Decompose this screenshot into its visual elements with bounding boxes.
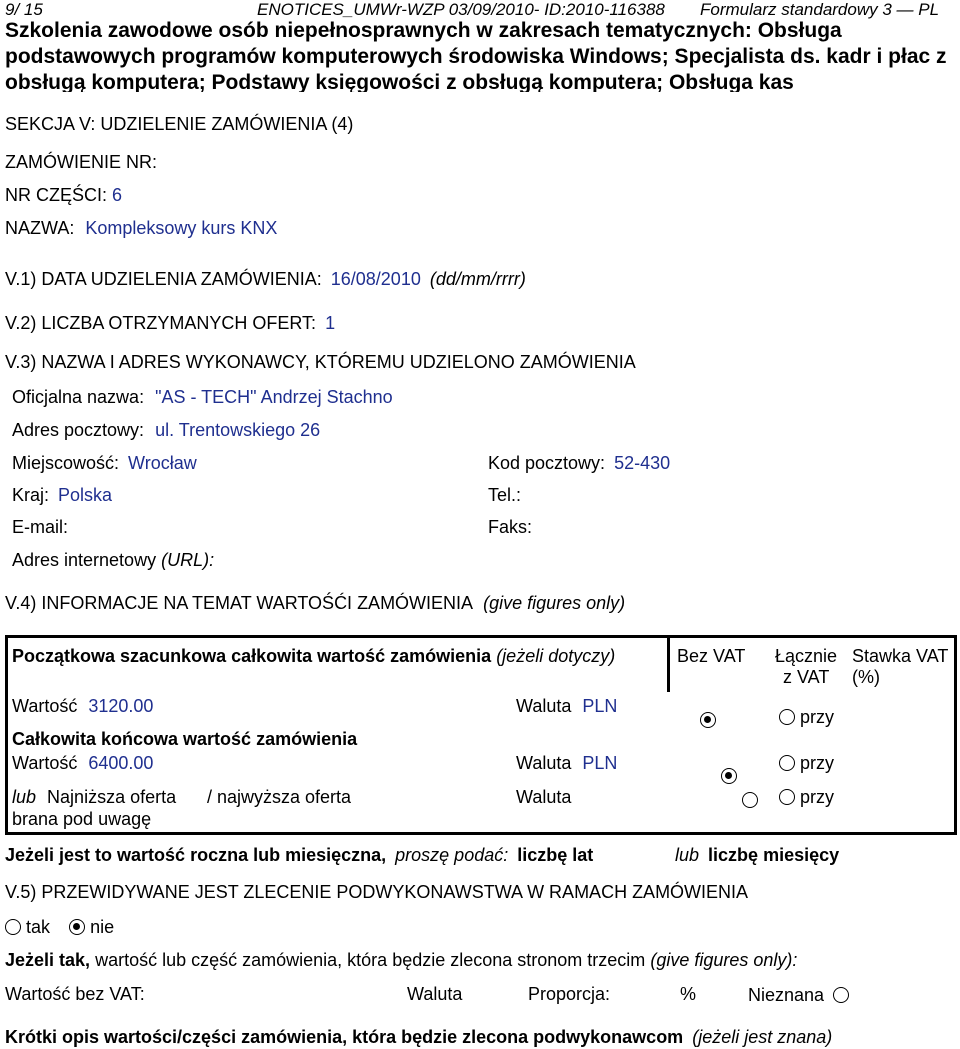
offers-count-row bbox=[5, 313, 335, 334]
subcontract-choice bbox=[5, 917, 114, 938]
if-yes-note: (give figures only): bbox=[650, 950, 798, 970]
final-currency: PLN bbox=[582, 753, 618, 773]
unknown-row bbox=[748, 985, 849, 1006]
official-name-row bbox=[12, 387, 393, 408]
range-currency-label: Waluta bbox=[516, 787, 572, 807]
zip-code: 52-430 bbox=[614, 453, 671, 473]
part-number: 6 bbox=[112, 185, 123, 205]
range-lacznie-radio[interactable] bbox=[779, 789, 795, 805]
official-name-label: Oficjalna nazwa: bbox=[12, 387, 145, 407]
country-label: Kraj: bbox=[12, 485, 50, 505]
date-format: (dd/mm/rrrr) bbox=[429, 269, 526, 289]
short-desc-label: Krótki opis wartości/części zamówienia, która będzie zlecona podwykonawcom bbox=[5, 1027, 684, 1047]
annual-note: proszę podać: bbox=[395, 845, 509, 865]
initial-bez-vat-radio[interactable] bbox=[700, 712, 716, 728]
unknown-label: Nieznana bbox=[748, 985, 825, 1005]
subcontract-yes-label: tak bbox=[26, 917, 51, 937]
months-row bbox=[675, 845, 839, 866]
value-info-note: (give figures only) bbox=[483, 593, 626, 613]
final-value: 6400.00 bbox=[88, 753, 154, 773]
postal-address-row bbox=[12, 420, 320, 441]
section-heading: SEKCJA V: UDZIELENIE ZAMÓWIENIA (4) bbox=[5, 114, 354, 134]
col-stawka: Stawka VAT bbox=[852, 646, 949, 666]
official-name: "AS - TECH" Andrzej Stachno bbox=[155, 387, 393, 407]
highest-offer-label: / najwyższa oferta bbox=[207, 787, 352, 807]
final-lacznie-row bbox=[779, 753, 834, 774]
lub-label: lub bbox=[12, 787, 37, 807]
initial-currency: PLN bbox=[582, 696, 618, 716]
initial-currency-row bbox=[516, 696, 617, 717]
col-lacznie-vat: z VAT bbox=[783, 667, 830, 687]
col-bez-vat: Bez VAT bbox=[677, 646, 746, 666]
document-id: ENOTICES_UMWr-WZP 03/09/2010- ID:2010-116388 bbox=[257, 0, 665, 19]
zip-row bbox=[488, 453, 670, 474]
value-label: Wartość bbox=[12, 753, 78, 773]
country: Polska bbox=[58, 485, 113, 505]
lowest-offer-row bbox=[12, 787, 176, 808]
value-label: Wartość bbox=[12, 696, 78, 716]
subcontract-yes-radio[interactable] bbox=[5, 919, 21, 935]
url-label: Adres internetowy bbox=[12, 550, 157, 570]
przy-label: przy bbox=[800, 707, 835, 727]
if-yes-label: Jeżeli tak, bbox=[5, 950, 91, 970]
years-label: liczbę lat bbox=[517, 845, 594, 865]
initial-value-heading: Początkowa szacunkowa całkowita wartość zamówienia bbox=[12, 646, 492, 666]
subcontract-if-yes-row bbox=[5, 950, 797, 971]
initial-value-heading-row bbox=[12, 646, 615, 667]
city-row bbox=[12, 453, 197, 474]
offers-count-label: V.2) LICZBA OTRZYMANYCH OFERT: bbox=[5, 313, 317, 333]
value-info-heading: V.4) INFORMACJE NA TEMAT WARTOŚĆI ZAMÓWIENIA bbox=[5, 593, 473, 613]
tel-label: Tel.: bbox=[488, 485, 522, 505]
months-label: liczbę miesięcy bbox=[708, 845, 840, 865]
postal-address: ul. Trentowskiego 26 bbox=[155, 420, 321, 440]
final-value-heading: Całkowita końcowa wartość zamówienia bbox=[12, 729, 358, 749]
subcontract-value-label: Wartość bez VAT: bbox=[5, 984, 145, 1004]
country-row bbox=[12, 485, 112, 506]
subcontract-no-label: nie bbox=[90, 917, 115, 937]
name-label: NAZWA: bbox=[5, 218, 75, 238]
przy-label: przy bbox=[800, 753, 835, 773]
col-lacznie: Łącznie bbox=[775, 646, 838, 666]
lowest-offer-label: Najniższa oferta bbox=[47, 787, 177, 807]
final-bez-vat-radio[interactable] bbox=[721, 768, 737, 784]
award-date: 16/08/2010 bbox=[330, 269, 421, 289]
part-number-row bbox=[5, 185, 122, 206]
currency-label: Waluta bbox=[516, 696, 572, 716]
final-currency-row bbox=[516, 753, 617, 774]
przy-label: przy bbox=[800, 787, 835, 807]
final-value-row bbox=[12, 753, 153, 774]
currency-label: Waluta bbox=[516, 753, 572, 773]
range-bez-vat-radio[interactable] bbox=[742, 792, 758, 808]
initial-value-note: (jeżeli dotyczy) bbox=[496, 646, 616, 666]
award-date-label: V.1) DATA UDZIELENIA ZAMÓWIENIA: bbox=[5, 269, 322, 289]
percent-label: % bbox=[680, 984, 697, 1004]
subcontract-currency-label: Waluta bbox=[407, 984, 463, 1004]
email-label: E-mail: bbox=[12, 517, 69, 537]
notice-title: Szkolenia zawodowe osób niepełnosprawnych w zakresach tematycznych: Obsługa podstawowych programów komputerowych środowiska Windows; Specjalista ds. kadr i płac z obsługą komputera; Podstawy księgowości z obsługą komputera; Obsługa kas bbox=[5, 19, 947, 92]
contractor-heading: V.3) NAZWA I ADRES WYKONAWCY, KTÓREMU UDZIELONO ZAMÓWIENIA bbox=[5, 352, 636, 372]
fax-label: Faks: bbox=[488, 517, 533, 537]
city-label: Miejscowość: bbox=[12, 453, 120, 473]
table-divider bbox=[667, 635, 670, 692]
order-number-label: ZAMÓWIENIE NR: bbox=[5, 152, 157, 172]
order-name: Kompleksowy kurs KNX bbox=[85, 218, 278, 238]
value-info-heading-row bbox=[5, 593, 625, 614]
zip-label: Kod pocztowy: bbox=[488, 453, 606, 473]
subcontract-heading: V.5) PRZEWIDYWANE JEST ZLECENIE PODWYKONAWSTWA W RAMACH ZAMÓWIENIA bbox=[5, 882, 749, 902]
offers-count: 1 bbox=[325, 313, 336, 333]
final-lacznie-radio[interactable] bbox=[779, 755, 795, 771]
url-label-suffix: (URL): bbox=[161, 550, 215, 570]
col-stawka-pct: (%) bbox=[852, 667, 880, 687]
range-lacznie-row bbox=[779, 787, 834, 808]
annual-row bbox=[5, 845, 593, 866]
short-desc-note: (jeżeli jest znana) bbox=[692, 1027, 833, 1047]
lub-label: lub bbox=[675, 845, 700, 865]
initial-lacznie-radio[interactable] bbox=[779, 709, 795, 725]
unknown-radio[interactable] bbox=[833, 987, 849, 1003]
initial-value: 3120.00 bbox=[88, 696, 154, 716]
name-row bbox=[5, 218, 277, 239]
short-desc-row bbox=[5, 1027, 832, 1048]
considered-label: brana pod uwagę bbox=[12, 809, 152, 829]
award-date-row bbox=[5, 269, 526, 290]
city: Wrocław bbox=[128, 453, 197, 473]
annual-label: Jeżeli jest to wartość roczna lub miesięczna, bbox=[5, 845, 387, 865]
subcontract-no-radio[interactable] bbox=[69, 919, 85, 935]
url-row bbox=[12, 550, 214, 571]
if-yes-text: wartość lub część zamówienia, która będzie zlecona stronom trzecim bbox=[95, 950, 646, 970]
initial-value-row bbox=[12, 696, 153, 717]
part-number-label: NR CZĘŚCI: bbox=[5, 185, 108, 205]
initial-lacznie-row bbox=[779, 707, 834, 728]
page-number: 9/ 15 bbox=[5, 0, 43, 19]
form-name: Formularz standardowy 3 — PL bbox=[700, 0, 940, 19]
proportion-label: Proporcja: bbox=[528, 984, 611, 1004]
postal-address-label: Adres pocztowy: bbox=[12, 420, 145, 440]
